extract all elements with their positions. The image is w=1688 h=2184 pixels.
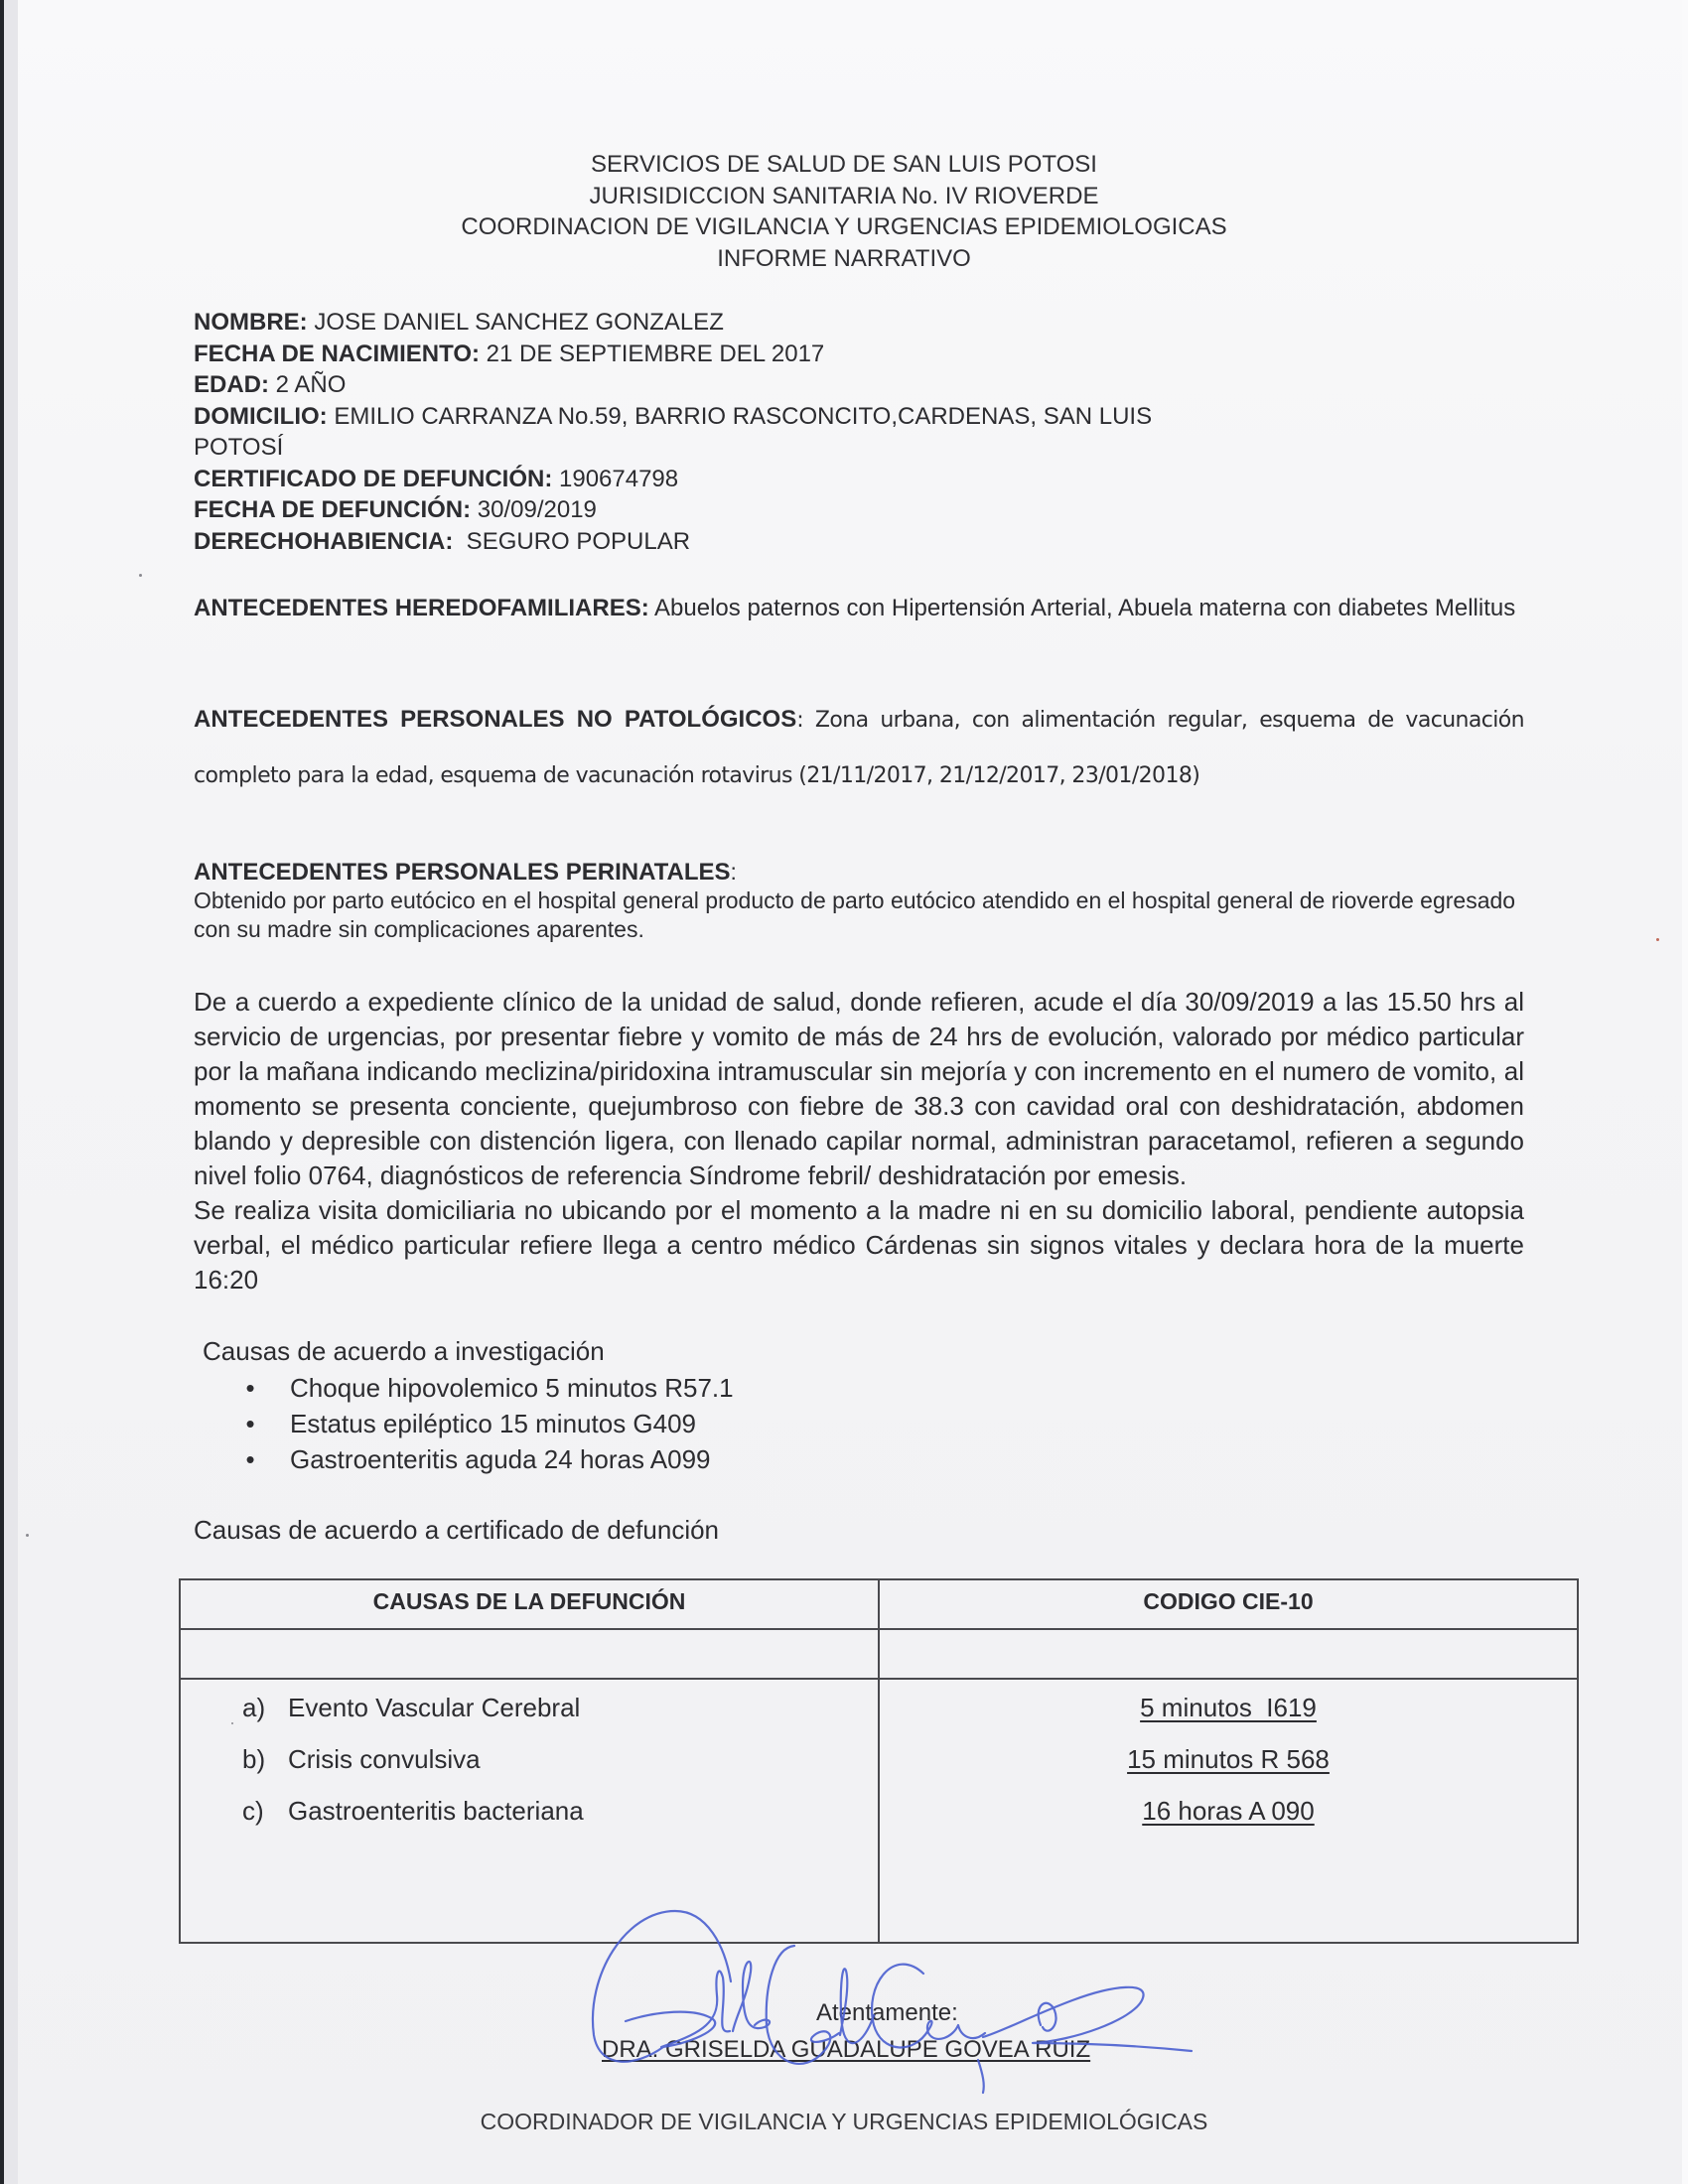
field-edad bbox=[194, 369, 1345, 401]
row-letter: c) bbox=[242, 1796, 264, 1826]
signer-name: DRA. GRISELDA GUADALUPE GOVEA RUIZ bbox=[602, 2036, 1091, 2063]
row-code: 15 minutos R 568 bbox=[1127, 1744, 1330, 1774]
certificate-causes-title: Causas de acuerdo a certificado de defunción bbox=[194, 1515, 720, 1545]
section-text: : Zona urbana, con alimentación regular, esquema de vacunación completo para la edad, esquema de vacunación rotavirus (21/11/2017, 21/12/2017, 23/01/2018) bbox=[194, 708, 1524, 788]
field-value: 190674798 bbox=[552, 465, 679, 492]
bullet-icon: • bbox=[245, 1444, 255, 1474]
row-code: 5 minutos I619 bbox=[1140, 1693, 1317, 1722]
document-header bbox=[0, 149, 1688, 274]
field-value: 30/09/2019 bbox=[471, 496, 597, 523]
paper-speck bbox=[139, 574, 142, 577]
list-item bbox=[240, 1406, 734, 1441]
narrative bbox=[194, 985, 1524, 1297]
scan-margin-strip-right bbox=[1682, 0, 1688, 2184]
section-label: ANTECEDENTES PERSONALES NO PATOLÓGICOS bbox=[194, 706, 797, 733]
field-domicilio-cont: POTOSÍ bbox=[194, 434, 284, 461]
row-letter: b) bbox=[242, 1744, 266, 1774]
table-row-cause bbox=[242, 1741, 481, 1777]
field-label: DERECHOHABIENCIA: bbox=[194, 527, 454, 555]
table-row-cause bbox=[242, 1690, 580, 1725]
signer-title: COORDINADOR DE VIGILANCIA Y URGENCIAS EPIDEMIOLÓGICAS bbox=[480, 2109, 1208, 2134]
field-value: EMILIO CARRANZA No.59, BARRIO RASCONCITO,CARDENAS, SAN LUIS bbox=[327, 402, 1153, 430]
field-domicilio bbox=[194, 401, 1345, 433]
field-label: FECHA DE DEFUNCIÓN: bbox=[194, 496, 472, 523]
header-report-type: INFORME NARRATIVO bbox=[717, 244, 971, 272]
row-cause: Crisis convulsiva bbox=[288, 1744, 481, 1774]
field-fecha-defuncion bbox=[194, 494, 1345, 526]
table-row-code bbox=[880, 1690, 1577, 1725]
bullet-icon: • bbox=[245, 1409, 255, 1438]
closing-text: Atentamente: bbox=[816, 1999, 958, 2026]
bullet-icon: • bbox=[245, 1373, 255, 1403]
table-header-code: CODIGO CIE-10 bbox=[1143, 1588, 1314, 1614]
section-text: Obtenido por parto eutócico en el hospital general producto de parto eutócico atendido en el hospital general de rioverde egresado con su madre sin complicaciones aparentes. bbox=[194, 887, 1516, 942]
section-label: ANTECEDENTES HEREDOFAMILIARES: bbox=[194, 595, 649, 621]
header-coordination: COORDINACION DE VIGILANCIA Y URGENCIAS EPIDEMIOLOGICAS bbox=[461, 213, 1227, 240]
antecedentes-no-patologicos bbox=[194, 692, 1524, 804]
antecedentes-heredofamiliares bbox=[194, 593, 1524, 624]
field-value: JOSE DANIEL SANCHEZ GONZALEZ bbox=[307, 309, 724, 336]
field-certificado bbox=[194, 464, 1345, 495]
row-cause: Evento Vascular Cerebral bbox=[288, 1693, 581, 1722]
scan-margin-strip bbox=[4, 0, 18, 2184]
field-derechohabiencia bbox=[194, 526, 1345, 558]
row-code: 16 horas A 090 bbox=[1142, 1796, 1315, 1826]
field-value: 21 DE SEPTIEMBRE DEL 2017 bbox=[480, 340, 825, 367]
section-text: Abuelos paternos con Hipertensión Arterial, Abuela materna con diabetes Mellitus bbox=[648, 595, 1516, 621]
field-value: 2 AÑO bbox=[269, 371, 347, 398]
investigation-causes-list bbox=[240, 1370, 734, 1477]
cause-text: Choque hipovolemico 5 minutos R57.1 bbox=[290, 1373, 734, 1403]
field-value: SEGURO POPULAR bbox=[453, 527, 691, 555]
list-item bbox=[240, 1441, 734, 1477]
narrative-paragraph-2: Se realiza visita domiciliaria no ubicando por el momento a la madre ni en su domicilio laboral, pendiente autopsia verbal, el médico particular refiere llega a centro médico Cárdenas sin signos vitales y declara hora de la muerte 16:20 bbox=[194, 1195, 1524, 1295]
antecedentes-perinatales bbox=[194, 858, 1524, 944]
header-institution: SERVICIOS DE SALUD DE SAN LUIS POTOSI bbox=[591, 151, 1097, 178]
section-label-suffix: : bbox=[730, 859, 737, 885]
field-label: FECHA DE NACIMIENTO: bbox=[194, 340, 480, 367]
field-label: EDAD: bbox=[194, 371, 269, 398]
field-label: DOMICILIO: bbox=[194, 402, 328, 430]
investigation-title: Causas de acuerdo a investigación bbox=[203, 1336, 605, 1366]
table-row-code bbox=[880, 1793, 1577, 1829]
section-label: ANTECEDENTES PERSONALES PERINATALES bbox=[194, 859, 731, 886]
cause-text: Gastroenteritis aguda 24 horas A099 bbox=[290, 1444, 711, 1474]
field-label: CERTIFICADO DE DEFUNCIÓN: bbox=[194, 465, 553, 492]
field-label: NOMBRE: bbox=[194, 309, 308, 336]
paper-speck bbox=[26, 1534, 29, 1537]
table-row-code bbox=[880, 1741, 1577, 1777]
table-header-causes: CAUSAS DE LA DEFUNCIÓN bbox=[372, 1588, 686, 1614]
row-cause: Gastroenteritis bacteriana bbox=[288, 1796, 584, 1826]
header-jurisdiction: JURISIDICCION SANITARIA No. IV RIOVERDE bbox=[589, 182, 1099, 209]
field-fecha-nacimiento bbox=[194, 339, 1345, 370]
patient-info bbox=[194, 307, 1345, 557]
paper-speck bbox=[1656, 938, 1659, 941]
narrative-paragraph-1: De a cuerdo a expediente clínico de la unidad de salud, donde refieren, acude el día 30/09/2019 a las 15.50 hrs al servicio de urgencias, por presentar fiebre y vomito de más de 24 hrs de evolución, valorado por médico particular por la mañana indicando meclizina/piridoxina intramuscular sin mejoría y con incremento en el numero de vomito, al momento se presenta conciente, quejumbroso con fiebre de 38.3 con cavidad oral con deshidratación, abdomen blando y depresible con distención ligera, con llenado capilar normal, administran paracetamol, refieren a segundo nivel folio 0764, diagnósticos de referencia Síndrome febril/ deshidratación por emesis. bbox=[194, 987, 1524, 1190]
field-nombre bbox=[194, 307, 1345, 339]
table-row-cause bbox=[242, 1793, 584, 1829]
causes-table bbox=[179, 1578, 1579, 1944]
cause-text: Estatus epiléptico 15 minutos G409 bbox=[290, 1409, 697, 1438]
list-item bbox=[240, 1370, 734, 1406]
row-letter: a) bbox=[242, 1693, 266, 1722]
